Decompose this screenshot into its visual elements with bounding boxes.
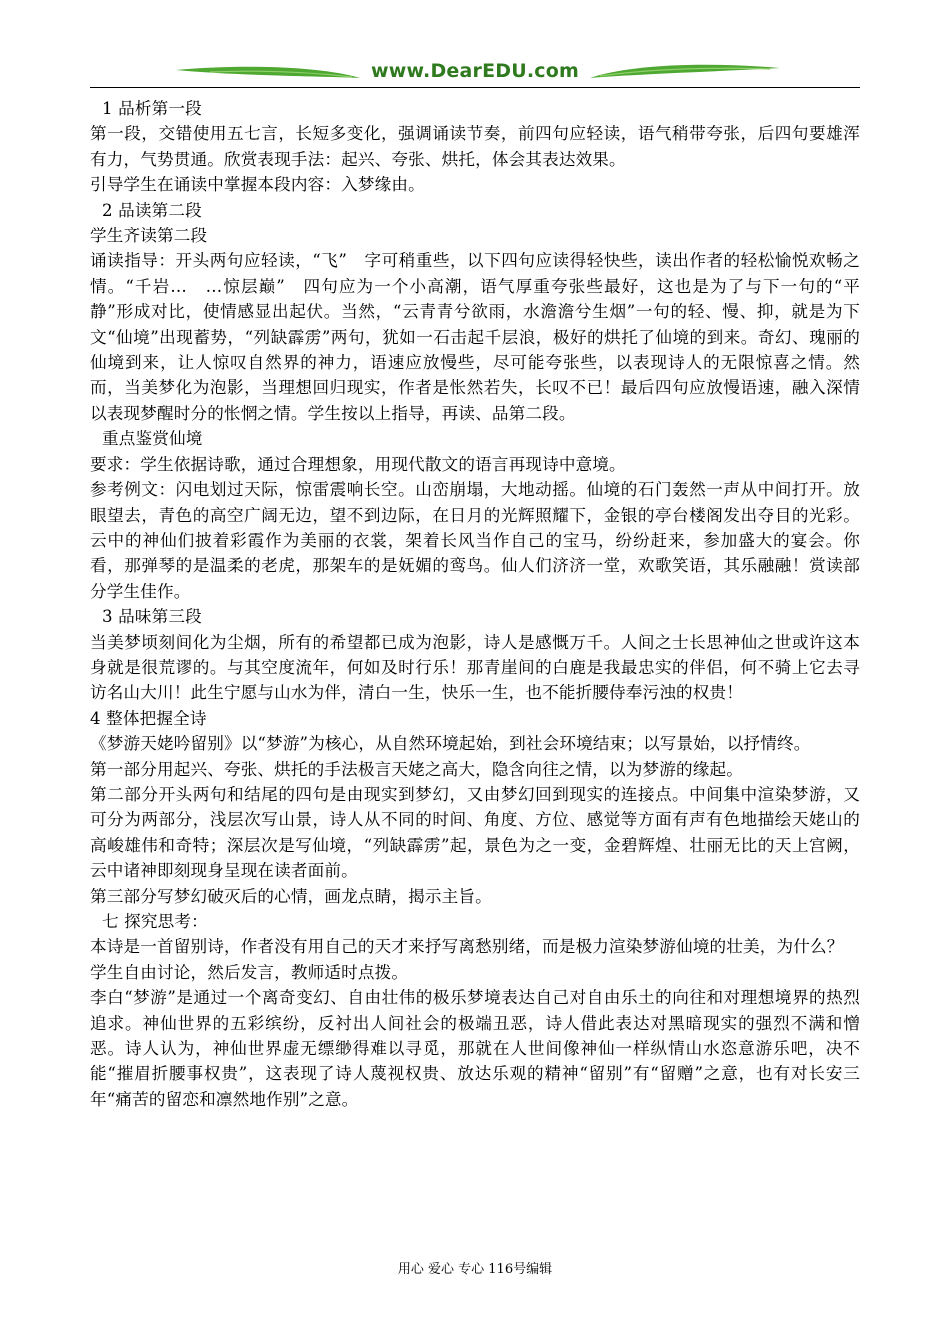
body-paragraph: 诵读指导：开头两句应轻读，“飞” 字可稍重些，以下四句应读得轻快些，读出作者的轻松愉悦欢畅之情。“千岩… …惊层巅” 四句应为一个小高潮，语气厚重夸张些最好，这也是为了与下一句的“平静”形成对比，使情感显出起伏。当然，“云青青兮欲雨，水澹澹兮生烟”一句的轻、慢、抑，就是为下文“仙境”出现蓄势，“列缺霹雳”两句，犹如一石击起千层浪，极好的烘托了仙境的到来。奇幻、瑰丽的仙境到来，让人惊叹自然界的神力，语速应放慢些，尽可能夸张些，以表现诗人的无限惊喜之情。然而，当美梦化为泡影，当理想回归现实，作者是怅然若失，长叹不已！最后四句应放慢语速，融入深情以表现梦醒时分的怅惘之情。学生按以上指导，再读、品第二段。 (90, 251, 860, 423)
body-paragraph: 第二部分开头两句和结尾的四句是由现实到梦幻，又由梦幻回到现实的连接点。中间集中渲染梦游，又可分为两部分，浅层次写山景，诗人从不同的时间、角度、方位、感觉等方面有声有色地描绘天姥山的高峻雄伟和奇特；深层次是写仙境，“列缺霹雳”起，景色为之一变，金碧辉煌、壮丽无比的天上宫阙，云中诸神即刻现身呈现在读者面前。 (90, 784, 860, 881)
document-body (90, 96, 860, 1112)
body-paragraph: 当美梦顷刻间化为尘烟，所有的希望都已成为泡影，诗人是感慨万千。人间之士长思神仙之世或许这本身就是很荒谬的。与其空度流年，何如及时行乐！那青崖间的白鹿是我最忠实的伴侣，何不骑上它去寻访名山大川！此生宁愿与山水为伴，清白一生，快乐一生，也不能折腰侍奉污浊的权贵！ (90, 632, 860, 703)
body-paragraph: 学生齐读第二段 (90, 226, 208, 246)
section-heading: 1 品析第一段 (102, 99, 202, 118)
body-paragraph: 要求：学生依据诗歌，通过合理想象，用现代散文的语言再现诗中意境。 (90, 454, 626, 474)
page-footer: 用心 爱心 专心 116号编辑 (397, 1262, 553, 1277)
header-divider (90, 87, 860, 88)
body-paragraph: 学生自由讨论，然后发言，教师适时点拨。 (90, 962, 409, 982)
body-paragraph: 第三部分写梦幻破灭后的心情，画龙点睛，揭示主旨。 (90, 886, 492, 906)
site-logo-text: www.DearEDU.com (370, 60, 580, 82)
body-paragraph: 4 整体把握全诗 (90, 708, 207, 728)
section-heading: 3 品味第三段 (102, 607, 202, 627)
section-heading: 2 品读第二段 (102, 200, 202, 220)
section-heading: 重点鉴赏仙境 (102, 429, 203, 449)
body-paragraph: 李白“梦游”是通过一个离奇变幻、自由壮伟的极乐梦境表达自己对自由乐土的向往和对理想境界的热烈追求。神仙世界的五彩缤纷，反衬出人间社会的极端丑恶，诗人借此表达对黑暗现实的强烈不满和憎恶。诗人认为，神仙世界虚无缥缈得难以寻觅，那就在人世间像神仙一样纵情山水恣意游乐吧，决不能“摧眉折腰事权贵”，这表现了诗人蔑视权贵、放达乐观的精神“留别”有“留赠”之意，也有对长安三年“痛苦的留恋和凛然地作别”之意。 (90, 988, 860, 1109)
body-paragraph: 第一部分用起兴、夸张、烘托的手法极言天姥之高大，隐含向往之情，以为梦游的缘起。 (90, 759, 744, 779)
body-paragraph: 引导学生在诵读中掌握本段内容：入梦缘由。 (90, 175, 425, 195)
body-paragraph: 本诗是一首留别诗，作者没有用自己的天才来抒写离愁别绪，而是极力渲染梦游仙境的壮美，为什么？ (90, 937, 844, 957)
section-heading: 七 探究思考： (102, 912, 208, 931)
body-paragraph: 《梦游天姥吟留别》以“梦游”为核心，从自然环境起始，到社会环境结束；以写景始，以抒情终。 (90, 734, 811, 754)
body-paragraph: 第一段，交错使用五七言，长短多变化，强调诵读节奏，前四句应轻读，语气稍带夸张，后四句要雄浑有力，气势贯通。欣赏表现手法：起兴、夸张、烘托，体会其表达效果。 (90, 124, 860, 169)
body-paragraph: 参考例文：闪电划过天际，惊雷震响长空。山峦崩塌，大地动摇。仙境的石门轰然一声从中间打开。放眼望去，青色的高空广阔无边，望不到边际，在日月的光辉照耀下，金银的亭台楼阁发出夺目的光彩。云中的神仙们披着彩霞作为美丽的衣裳，架着长风当作自己的宝马，纷纷赶来，参加盛大的宴会。你看，那弹琴的是温柔的老虎，那架车的是妩媚的鸾鸟。仙人们济济一堂，欢歌笑语，其乐融融！赏读部分学生佳作。 (90, 480, 860, 601)
